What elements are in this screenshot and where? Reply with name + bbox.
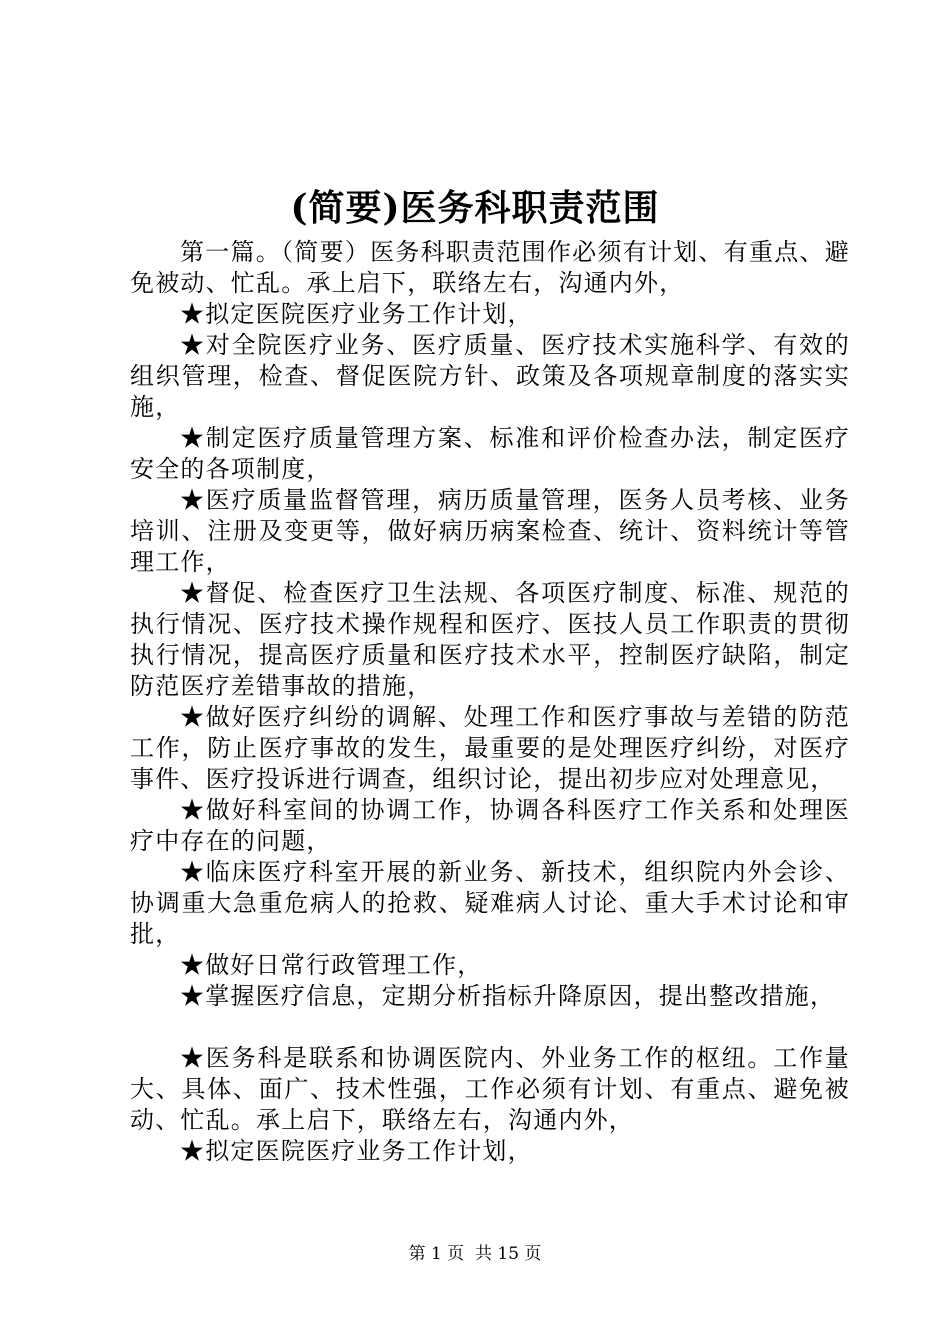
paragraph: ★医务科是联系和协调医院内、外业务工作的枢纽。工作量大、具体、面广、技术性强，工作必须有计划、有重点、避免被动、忙乱。承上启下，联络左右，沟通内外， (130, 1044, 850, 1134)
page-footer: 第 1 页 共 15 页 (408, 1244, 542, 1264)
paragraph: ★医疗质量监督管理，病历质量管理，医务人员考核、业务培训、注册及变更等，做好病历病案检查、统计、资料统计等管理工作， (130, 486, 850, 576)
paragraph: ★制定医疗质量管理方案、标准和评价检查办法，制定医疗安全的各项制度， (130, 424, 850, 483)
paragraph: ★拟定医院医疗业务工作计划， (180, 300, 533, 328)
paragraph: 第一篇。（简要）医务科职责范围作必须有计划、有重点、避免被动、忙乱。承上启下，联络左右，沟通内外， (130, 238, 850, 297)
document-body (130, 237, 850, 1167)
paragraph: ★做好日常行政管理工作， (180, 951, 483, 979)
blank-line (130, 1012, 850, 1043)
paragraph: ★做好医疗纠纷的调解、处理工作和医疗事故与差错的防范工作，防止医疗事故的发生，最重要的是处理医疗纠纷，对医疗事件、医疗投诉进行调查，组织讨论，提出初步应对处理意见， (130, 703, 850, 793)
paragraph: ★做好科室间的协调工作，协调各科医疗工作关系和处理医疗中存在的问题， (130, 796, 850, 855)
paragraph: ★拟定医院医疗业务工作计划， (180, 1137, 533, 1165)
paragraph: ★督促、检查医疗卫生法规、各项医疗制度、标准、规范的执行情况、医疗技术操作规程和医疗、医技人员工作职责的贯彻执行情况，提高医疗质量和医疗技术水平，控制医疗缺陷，制定防范医疗差错事故的措施， (130, 579, 850, 700)
paragraph: ★对全院医疗业务、医疗质量、医疗技术实施科学、有效的组织管理，检查、督促医院方针、政策及各项规章制度的落实实施， (130, 331, 850, 421)
paragraph: ★掌握医疗信息，定期分析指标升降原因，提出整改措施， (180, 982, 836, 1010)
paragraph: ★临床医疗科室开展的新业务、新技术，组织院内外会诊、协调重大急重危病人的抢救、疑难病人讨论、重大手术讨论和审批， (130, 858, 850, 948)
document-title: (简要)医务科职责范围 (290, 187, 660, 229)
